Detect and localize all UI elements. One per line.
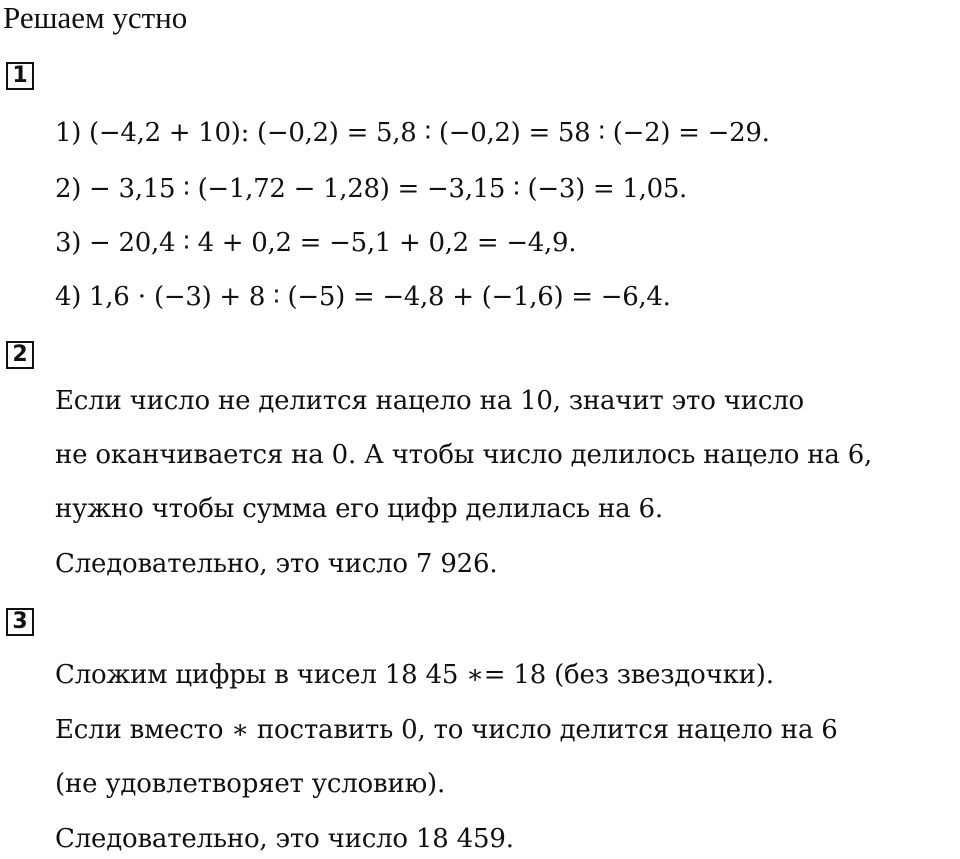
- task-1-line-3: 3) − 20,4 ∶ 4 + 0,2 = −5,1 + 0,2 = −4,9.: [55, 228, 577, 258]
- task-1-badge: 1: [6, 62, 34, 90]
- task-3-line-3: (не удовлетворяет условию).: [55, 769, 446, 799]
- task-3-line-2: Если вместо ∗ поставить 0, то число делится нацело на 6: [55, 715, 838, 745]
- task-1-line-2: 2) − 3,15 ∶ (−1,72 − 1,28) = −3,15 ∶ (−3) = 1,05.: [55, 174, 688, 204]
- task-2-line-3: нужно чтобы сумма его цифр делилась на 6.: [55, 494, 663, 524]
- task-2-badge: 2: [6, 341, 34, 369]
- task-2-line-2: не оканчивается на 0. А чтобы число делилось нацело на 6,: [55, 440, 873, 470]
- task-3-badge: 3: [6, 608, 34, 636]
- task-1-line-1: 1) (−4,2 + 10): (−0,2) = 5,8 ∶ (−0,2) = 58 ∶ (−2) = −29.: [55, 118, 770, 148]
- page-title: Решаем устно: [3, 0, 188, 35]
- task-2-line-1: Если число не делится нацело на 10, значит это число: [55, 386, 804, 416]
- task-3-line-4: Следовательно, это число 18 459.: [55, 824, 514, 854]
- task-2-line-4: Следовательно, это число 7 926.: [55, 549, 498, 579]
- task-1-line-4: 4) 1,6 ⋅ (−3) + 8 ∶ (−5) = −4,8 + (−1,6) = −6,4.: [55, 282, 671, 312]
- task-3-line-1: Сложим цифры в чисел 18 45 ∗= 18 (без звездочки).: [55, 660, 774, 690]
